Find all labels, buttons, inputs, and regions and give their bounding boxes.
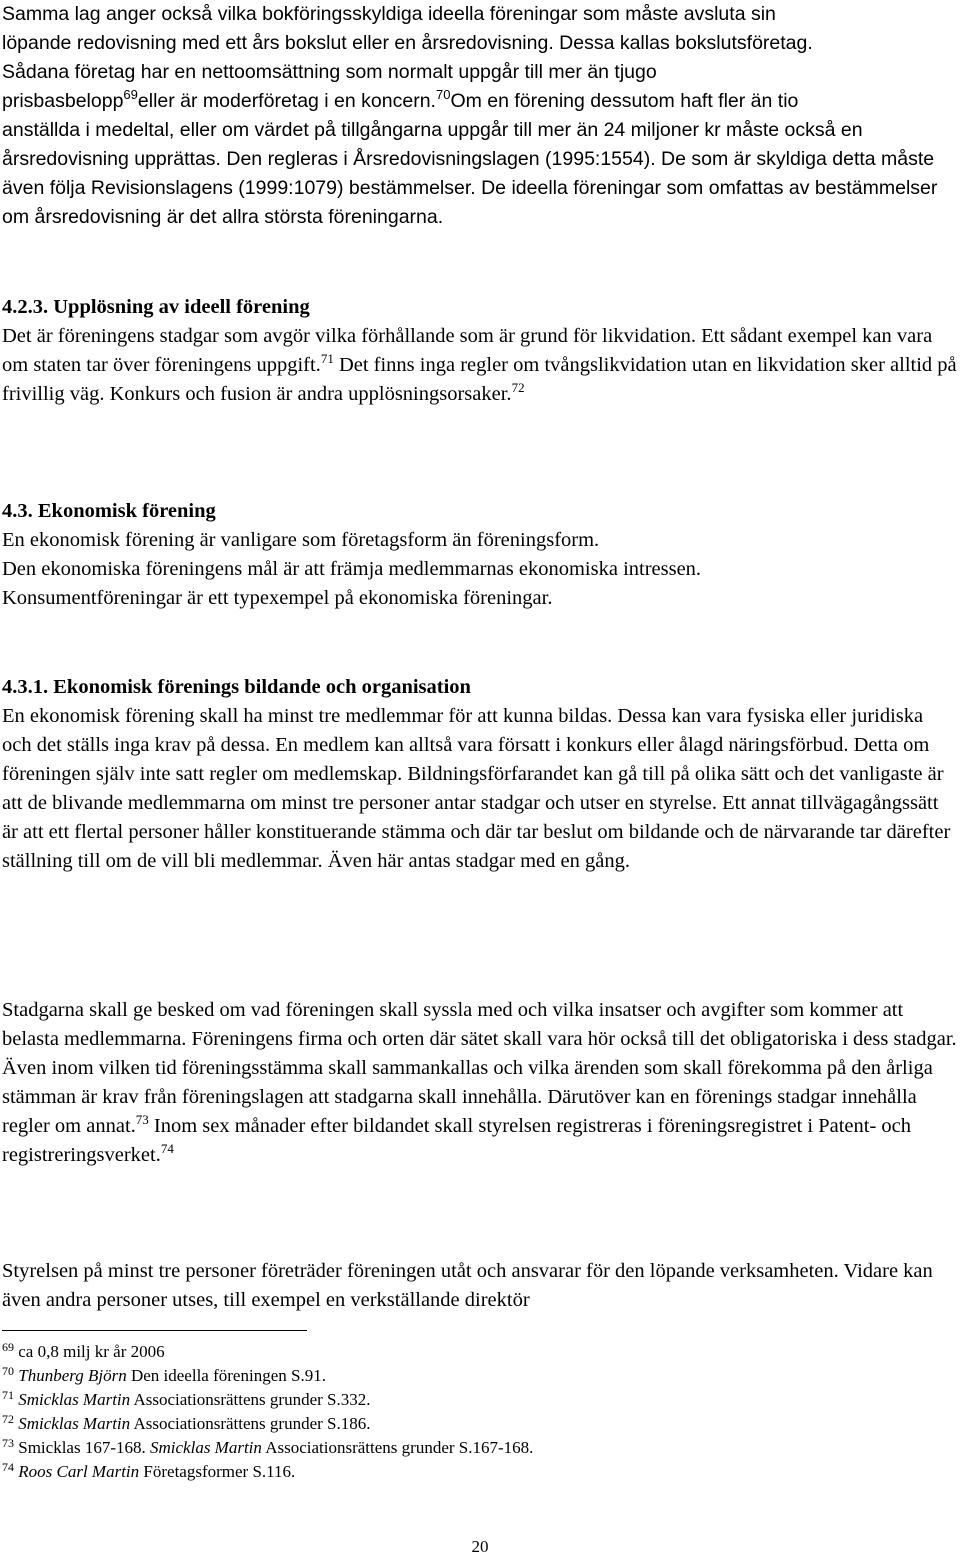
footnote-number: 71: [2, 1388, 14, 1402]
footnote-text: Företagsformer S.116.: [139, 1462, 296, 1481]
footnote-ref: 69: [123, 87, 138, 102]
text-line: En ekonomisk förening är vanligare som företagsform än föreningsform.: [2, 529, 600, 551]
section-heading: 4.3. Ekonomisk förening: [2, 500, 216, 522]
page-number: 20: [471, 1537, 489, 1556]
footnote-author: Smicklas Martin: [18, 1390, 131, 1409]
text-line: [2, 87, 957, 116]
footnote-author: Thunberg Björn: [18, 1366, 127, 1385]
footnote-ref: 70: [435, 87, 451, 102]
text-span: Stadgarna skall ge besked om vad föreningen skall syssla med och vilka insatser och avgifter som kommer att belasta medlemmarna. Föreningens firma och orten där sätet skall vara hör också till det obligatoriska i dess stadgar. Även inom vilken tid föreningsstämma skall sammankallas och vilka ärenden som skall förekomma på den årliga stämman är krav från föreningslagen att stadgarna skall innehålla. Därutöver kan en förenings stadgar innehålla regler om annat.: [2, 999, 957, 1137]
text-span: eller är moderföretag i en koncern.: [137, 90, 436, 112]
text-span: Det finns inga regler om tvångslikvidation utan en likvidation sker alltid på frivillig väg. Konkurs och fusion är andra upplösningsorsaker.: [2, 354, 957, 405]
footnote-number: 70: [2, 1364, 14, 1378]
footnote-text: Associationsrättens grunder S.186.: [130, 1414, 371, 1433]
text-line: Sådana företag har en nettoomsättning som normalt uppgår till mer än tjugo: [2, 61, 657, 83]
section-heading: 4.2.3. Upplösning av ideell förening: [2, 296, 310, 318]
footnote-number: 74: [2, 1460, 14, 1474]
footnote-ref: 74: [160, 1141, 174, 1156]
section-heading: 4.3.1. Ekonomisk förenings bildande och organisation: [2, 676, 471, 698]
footnote: [2, 1436, 533, 1460]
paragraph-stadgar: [2, 996, 957, 1170]
footnote-number: 72: [2, 1412, 14, 1426]
footnote-author: Smicklas Martin: [18, 1414, 131, 1433]
footnote-prefix: Smicklas 167-168.: [18, 1438, 150, 1457]
footnote-author: Smicklas Martin: [150, 1438, 262, 1457]
text-line: anställda i medeltal, eller om värdet på tillgångarna uppgår till mer än 24 miljoner kr måste också en årsredovisning upprättas. Den regleras i Årsredovisningslagen (1995:1554). De som är skyldiga detta måste även följa Revisionslagens (1999:1079) bestämmelser. De ideella föreningar som omfattas av bestämmelser om årsredovisning är det allra största föreningarna.: [2, 119, 938, 228]
paragraph-styrelsen: Styrelsen på minst tre personer företräder föreningen utåt och ansvarar för den löpande verksamheten. Vidare kan även andra personer utses, till exempel en verkställande direktör: [2, 1260, 933, 1311]
paragraph-bildande: En ekonomisk förening skall ha minst tre medlemmar för att kunna bildas. Dessa kan vara fysiska eller juridiska och det ställs inga krav på dessa. En medlem kan alltså vara försatt i konkurs eller ålagd näringsförbud. Detta om föreningen själv inte satt regler om medlemskap. Bildningsförfarandet kan gå till på olika sätt och det vanligaste är att de blivande medlemmarna om minst tre personer antar stadgar och utser en styrelse. Ett annat tillvägagångssätt är att ett flertal personer håller konstituerande stämma och där tar beslut om bildande och de närvarande tar därefter ställning till om de vill bli medlemmar. Även här antas stadgar med en gång.: [2, 705, 951, 872]
footnote-number: 73: [2, 1436, 14, 1450]
footnote-number: 69: [2, 1340, 14, 1354]
footnote-author: Roos Carl Martin: [18, 1462, 140, 1481]
text-line: Konsumentföreningar är ett typexempel på ekonomiska föreningar.: [2, 587, 553, 609]
footnote: [2, 1388, 371, 1412]
paragraph-upplosning: [2, 322, 957, 409]
footnote: [2, 1460, 295, 1484]
footnote-ref: 73: [135, 1112, 149, 1127]
text-span: Inom sex månader efter bildandet skall styrelsen registreras i föreningsregistret i Patent- och registreringsverket.: [2, 1115, 911, 1166]
footnote-text: ca 0,8 milj kr år 2006: [18, 1342, 165, 1361]
footnote-ref: 71: [320, 351, 334, 366]
footnote: [2, 1340, 165, 1364]
footnote-separator: [2, 1330, 307, 1331]
text-span: Det är föreningens stadgar som avgör vilka förhållande som är grund för likvidation. Ett sådant exempel kan vara om staten tar över föreningens uppgift.: [2, 325, 933, 376]
text-span: Om en förening dessutom haft fler än tio: [450, 90, 799, 112]
paragraph-ekonomisk-forening: [2, 526, 957, 613]
text-span: prisbasbelopp: [2, 90, 124, 112]
paragraph-bokslutsforetag: [2, 0, 957, 232]
footnote-text: Den ideella föreningen S.91.: [126, 1366, 326, 1385]
footnote: [2, 1412, 371, 1436]
footnote-text: Associationsrättens grunder S.167-168.: [261, 1438, 534, 1457]
footnote-text: Associationsrättens grunder S.332.: [130, 1390, 371, 1409]
text-line: Samma lag anger också vilka bokföringsskyldiga ideella föreningar som måste avsluta sin: [2, 3, 776, 25]
text-line: löpande redovisning med ett års bokslut eller en årsredovisning. Dessa kallas bokslutsföretag.: [2, 32, 813, 54]
footnote: [2, 1364, 326, 1388]
text-line: Den ekonomiska föreningens mål är att främja medlemmarnas ekonomiska intressen.: [2, 558, 702, 580]
footnote-ref: 72: [511, 380, 525, 395]
